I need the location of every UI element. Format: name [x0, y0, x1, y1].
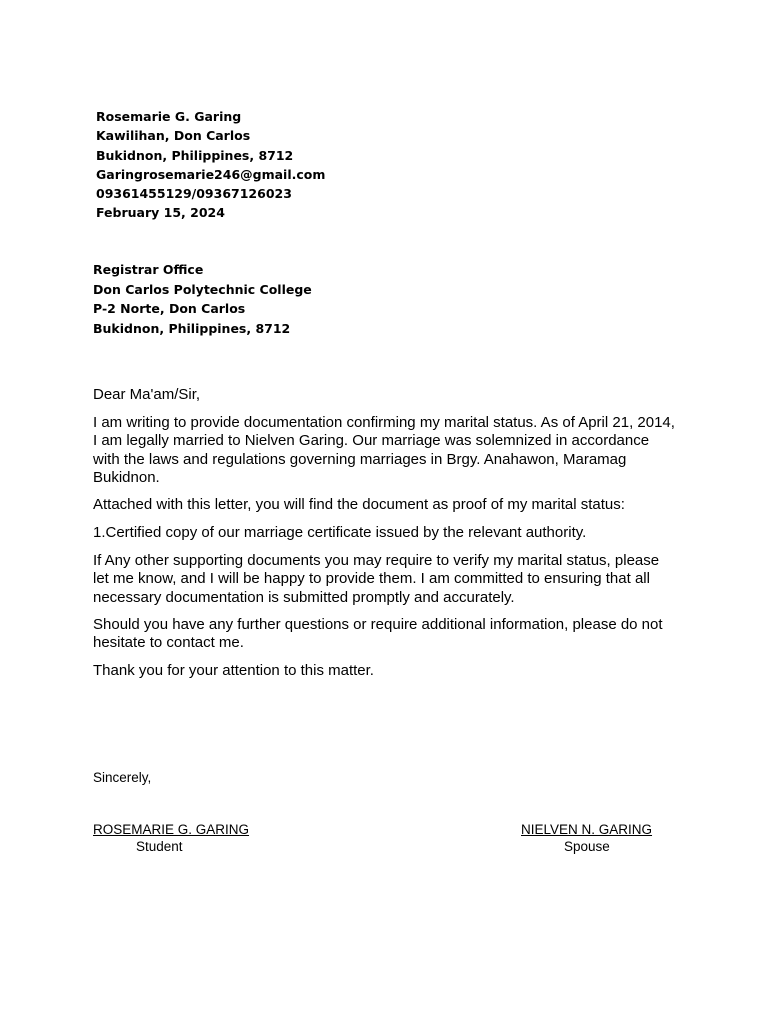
sender-address-line2: Bukidnon, Philippines, 8712 [96, 147, 294, 163]
signature-name-right: NIELVEN N. GARING [521, 822, 653, 837]
signature-role-left: Student [136, 839, 183, 854]
body-paragraph: Thank you for your attention to this matter. [93, 662, 374, 679]
body-paragraph: Attached with this letter, you will find the document as proof of my marital status: [93, 496, 625, 513]
letter-date: February 15, 2024 [96, 205, 225, 221]
recipient-office: Registrar Office [93, 262, 204, 277]
recipient-address-line1: P-2 Norte, Don Carlos [93, 301, 246, 316]
sender-address-line1: Kawilihan, Don Carlos [96, 128, 251, 144]
body-paragraph: If Any other supporting documents you may require to verify my marital status, please let me know, and I will be happy to provide them. I am committed to ensuring that all necessary documentation is submitted promptly and accurately. [93, 552, 660, 606]
body-paragraph: Should you have any further questions or require additional information, please do not hesitate to contact me. [93, 616, 663, 652]
body-paragraph: I am writing to provide documentation confirming my marital status. As of April 21, 2014, I am legally married to Nielven Garing. Our marriage was solemnized in accordance with the laws and regulations governing marriages in Brgy. Anahawon, Maramag Bukidnon. [93, 414, 675, 486]
salutation: Dear Ma'am/Sir, [93, 386, 201, 403]
sender-phone: 09361455129/09367126023 [96, 186, 292, 202]
recipient-address-block [93, 260, 312, 338]
closing: Sincerely, [93, 770, 152, 785]
recipient-address-line2: Bukidnon, Philippines, 8712 [93, 320, 291, 336]
signature-name-left: ROSEMARIE G. GARING [93, 822, 250, 837]
recipient-institution: Don Carlos Polytechnic College [93, 281, 312, 297]
sender-address-block [96, 107, 325, 223]
signature-role-right: Spouse [564, 839, 610, 854]
sender-email: Garingrosemarie246@gmail.com [96, 166, 326, 182]
list-item: 1.Certified copy of our marriage certificate issued by the relevant authority. [93, 524, 587, 541]
sender-name: Rosemarie G. Garing [96, 109, 242, 124]
